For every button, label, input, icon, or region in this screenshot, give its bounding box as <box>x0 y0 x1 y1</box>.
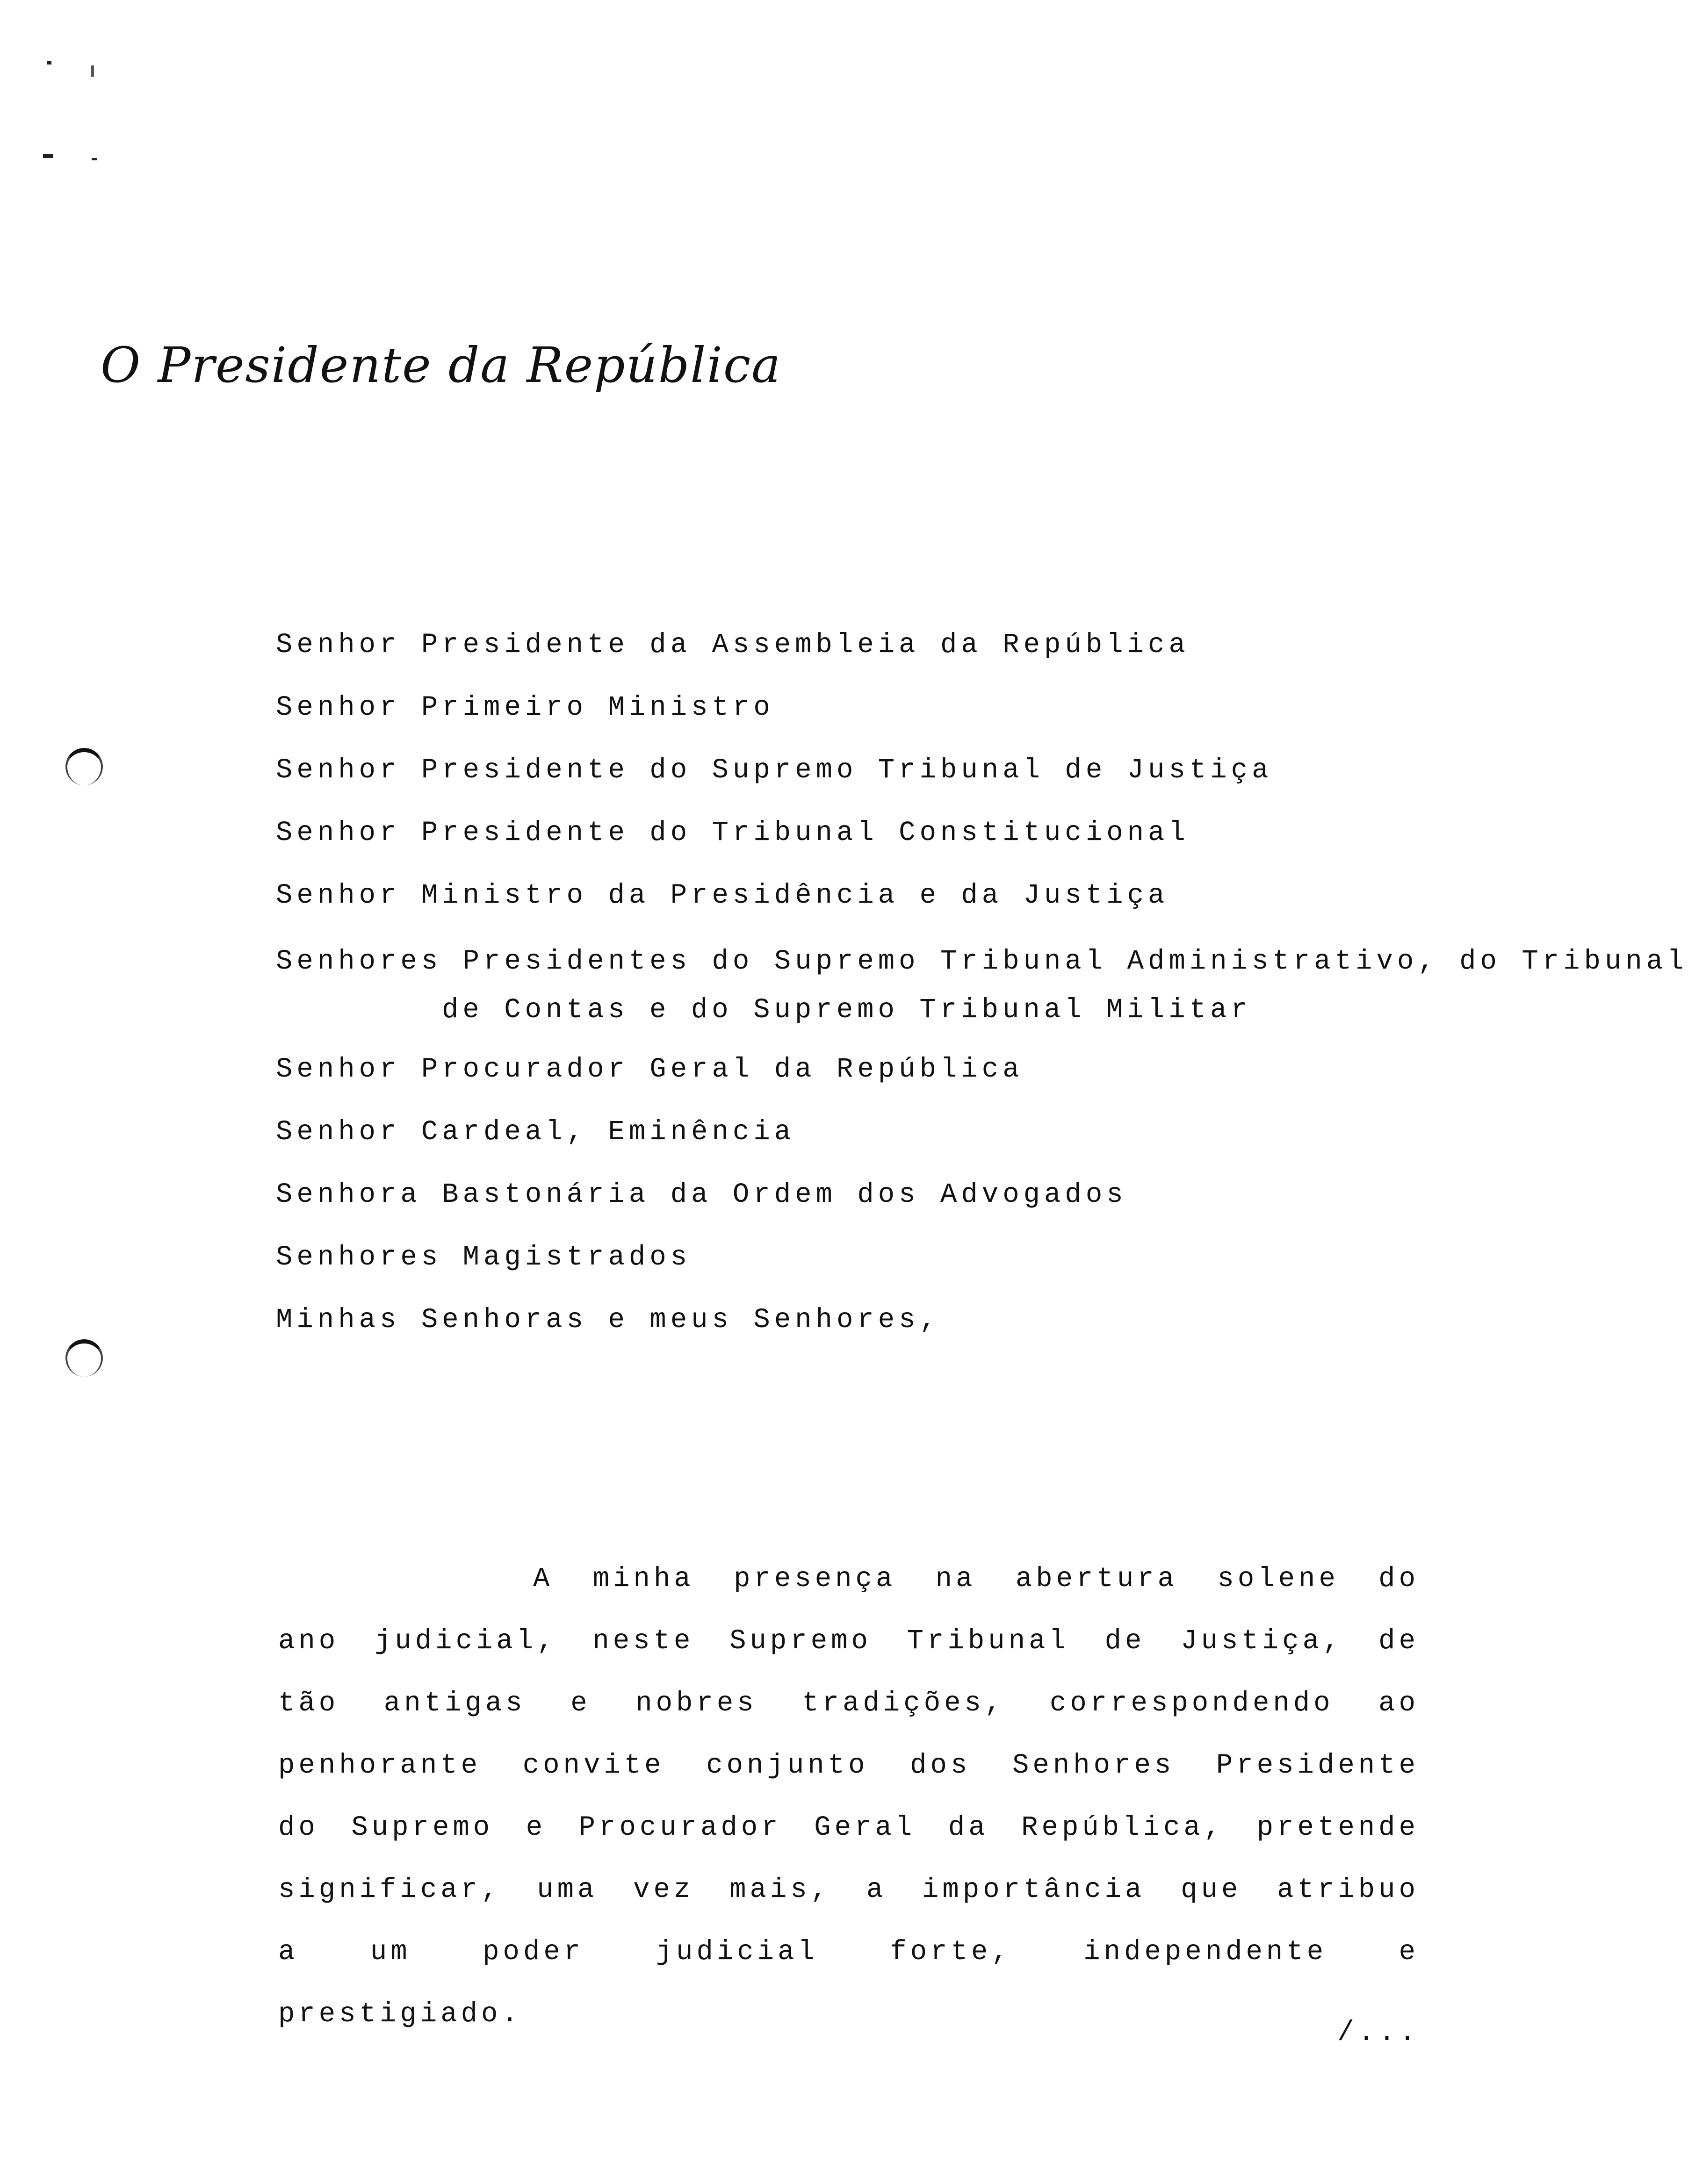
salutation-line-multiline <box>276 937 1688 1049</box>
scan-artifact <box>91 65 94 77</box>
scan-artifact <box>43 154 53 158</box>
salutation-line: Senhor Presidente do Tribunal Constitucional <box>276 817 1190 848</box>
letterhead: O Presidente da República <box>101 337 782 394</box>
salutation-line: Senhores Magistrados <box>276 1242 692 1273</box>
salutation-list <box>276 624 1688 1362</box>
scan-artifact <box>92 158 97 160</box>
salutation-line: Senhor Presidente da Assembleia da República <box>276 629 1190 661</box>
page-continuation-marker: /... <box>1337 2017 1420 2049</box>
punch-hole-mark <box>65 1339 103 1377</box>
salutation-line: Minhas Senhoras e meus Senhores, <box>276 1304 940 1336</box>
salutation-line: Senhor Presidente do Supremo Tribunal de Justiça <box>276 754 1273 786</box>
body-paragraph: A minha presença na abertura solene do ano judicial, neste Supremo Tribunal de Justiça, de tão antigas e nobres tradições, correspondendo ao penhorante convite conjunto dos Senhores Presidente do Supremo e Procurador Geral da República, pretende significar, uma vez mais, a importância que atribuo a um poder judicial forte, independente e prestigiado. <box>278 1563 1419 2030</box>
salutation-line: Senhor Procurador Geral da República <box>276 1054 1024 1085</box>
salutation-line-first: Senhores Presidentes do Supremo Tribunal Administrativo, do Tribunal <box>276 946 1688 977</box>
salutation-line-continuation: de Contas e do Supremo Tribunal Militar <box>442 994 1252 1026</box>
salutation-line: Senhor Cardeal, Eminência <box>276 1116 795 1148</box>
salutation-line: Senhor Primeiro Ministro <box>276 692 774 723</box>
salutation-line: Senhor Ministro da Presidência e da Justiça <box>276 880 1169 911</box>
punch-hole-mark <box>65 748 103 785</box>
salutation-line: Senhora Bastonária da Ordem dos Advogados <box>276 1179 1127 1210</box>
scan-artifact <box>47 61 51 65</box>
